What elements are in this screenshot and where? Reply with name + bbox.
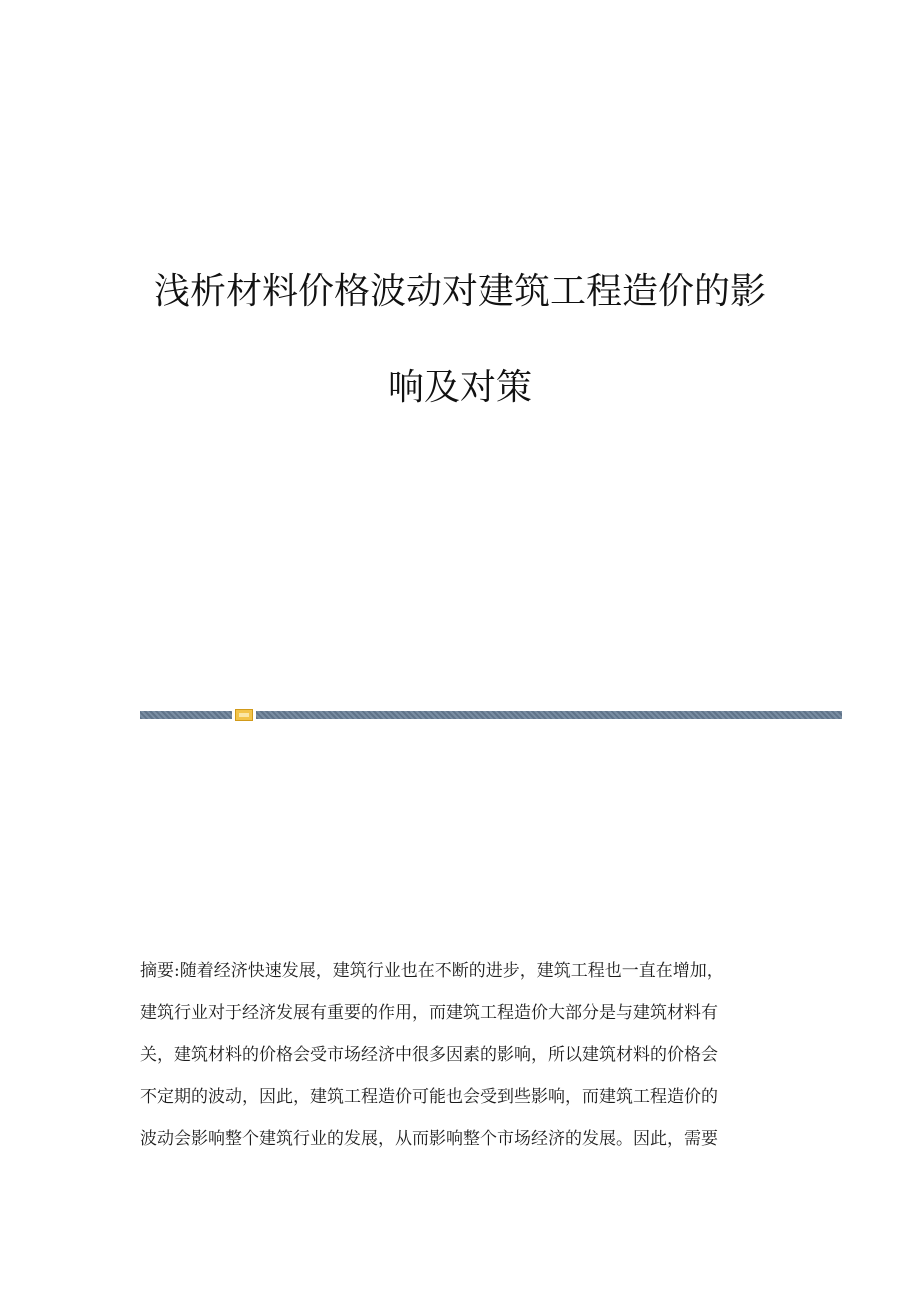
abstract-line: 关，建筑材料的价格会受市场经济中很多因素的影响，所以建筑材料的价格会	[140, 1045, 718, 1065]
divider-ornament-icon	[235, 709, 253, 721]
document-title-line-1: 浅析材料价格波动对建筑工程造价的影	[153, 271, 766, 312]
divider-bar-right	[256, 711, 842, 719]
abstract-line: 建筑行业对于经济发展有重要的作用，而建筑工程造价大部分是与建筑材料有	[140, 1003, 718, 1023]
abstract-line: 波动会影响整个建筑行业的发展，从而影响整个市场经济的发展。因此，需要	[140, 1129, 718, 1149]
abstract-line: 不定期的波动，因此，建筑工程造价可能也会受到些影响，而建筑工程造价的	[140, 1087, 718, 1107]
abstract-paragraph	[140, 950, 780, 1160]
decorative-divider	[140, 711, 842, 721]
document-title-line-2: 响及对策	[387, 367, 532, 408]
divider-bar-left	[140, 711, 232, 719]
abstract-line: 摘要:随着经济快速发展，建筑行业也在不断的进步，建筑工程也一直在增加，	[140, 961, 724, 981]
